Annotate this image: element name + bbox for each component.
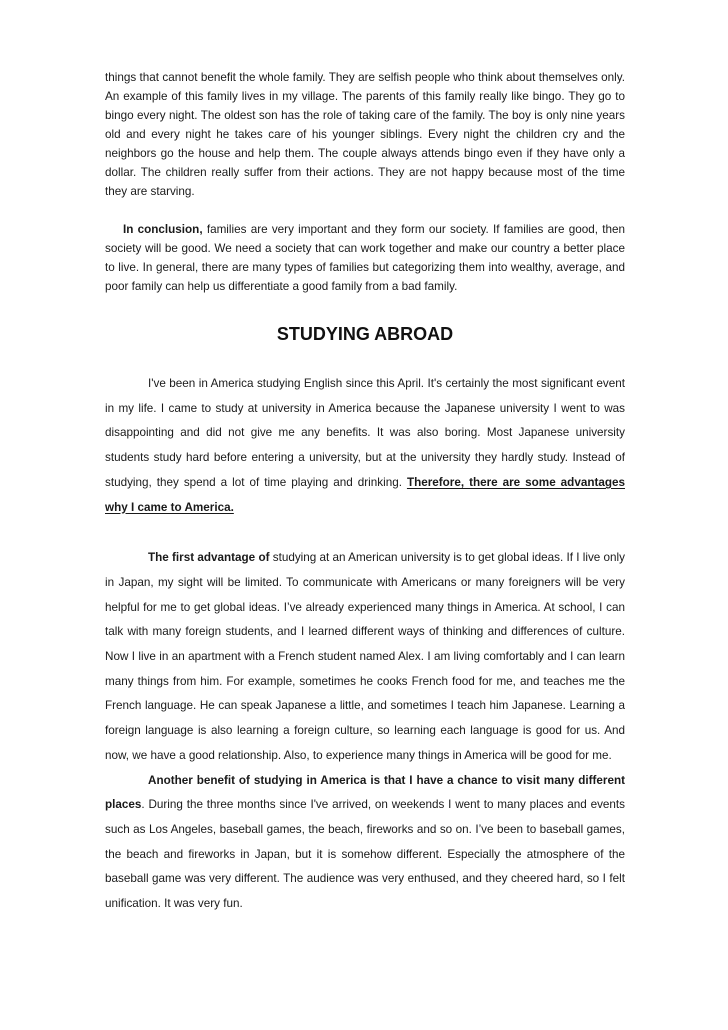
conclusion-text: families are very important and they form our society. If families are good, then society will be good. We need a society that can work together and make our country a better place to live. In general, there are many types of families but categorizing them into wealthy, average, and poor family can help us differentiate a good family from a bad family. [105, 223, 625, 293]
first-advantage-paragraph [105, 546, 625, 768]
second-advantage-text: . During the three months since I've arrived, on weekends I went to many places and events such as Los Angeles, baseball games, the beach, fireworks and so on. I’ve been to baseball games, the beach and fireworks in Japan, but it is somehow different. Especially the atmosphere of the baseball game was very different. The audience was very enthused, and they cheered hard, so I felt unification. It was very fun. [105, 798, 625, 911]
family-body-paragraph [105, 68, 625, 201]
second-advantage-paragraph [105, 769, 625, 917]
conclusion-lead: In conclusion, [123, 223, 203, 236]
intro-paragraph [105, 372, 625, 520]
conclusion-paragraph [105, 220, 625, 296]
first-advantage-lead: The first advantage of [148, 551, 270, 565]
essay-title: STUDYING ABROAD [276, 324, 454, 344]
second-advantage-lead: Another benefit of studying in America is that I have a chance to visit many different places [105, 773, 625, 812]
family-body-text: things that cannot benefit the whole family. They are selfish people who think about themselves only. An example of this family lives in my village. The parents of this family really like bingo. They go to bingo every night. The oldest son has the role of taking care of the family. The boy is only nine years old and every night he takes care of his younger siblings. Every night the children cry and the neighbors go the house and help them. The couple always attends bingo even if they have only a dollar. The children really suffer from their actions. They are not happy because most of the time they are starving. [105, 71, 625, 198]
document-page [105, 68, 625, 917]
first-advantage-text: studying at an American university is to get global ideas. If I live only in Japan, my sight will be limited. To communicate with Americans or many foreigners will be very helpful for me to get global ideas. I’ve already experienced many things in America. At school, I can talk with many foreign students, and I learned different ways of thinking and differences of culture. Now I live in an apartment with a French student named Alex. I am living comfortably and I can learn many things from him. For example, sometimes he cooks French food for me, and teaches me the French language. He can speak Japanese a little, and sometimes I teach him Japanese. Learning a foreign language is also learning a foreign culture, so learning each language is good for us. And now, we have a good relationship. Also, to experience many things in America will be good for me. [105, 551, 625, 762]
intro-text: I've been in America studying English since this April. It's certainly the most significant event in my life. I came to study at university in America because the Japanese university I went to was disappointing and did not give me any benefits. It was also boring. Most Japanese university students study hard before entering a university, but at the university they hardly study. Instead of studying, they spend a lot of time playing and drinking. [105, 377, 625, 489]
thesis-statement: Therefore, there are some advantages why I came to America. [105, 475, 625, 514]
